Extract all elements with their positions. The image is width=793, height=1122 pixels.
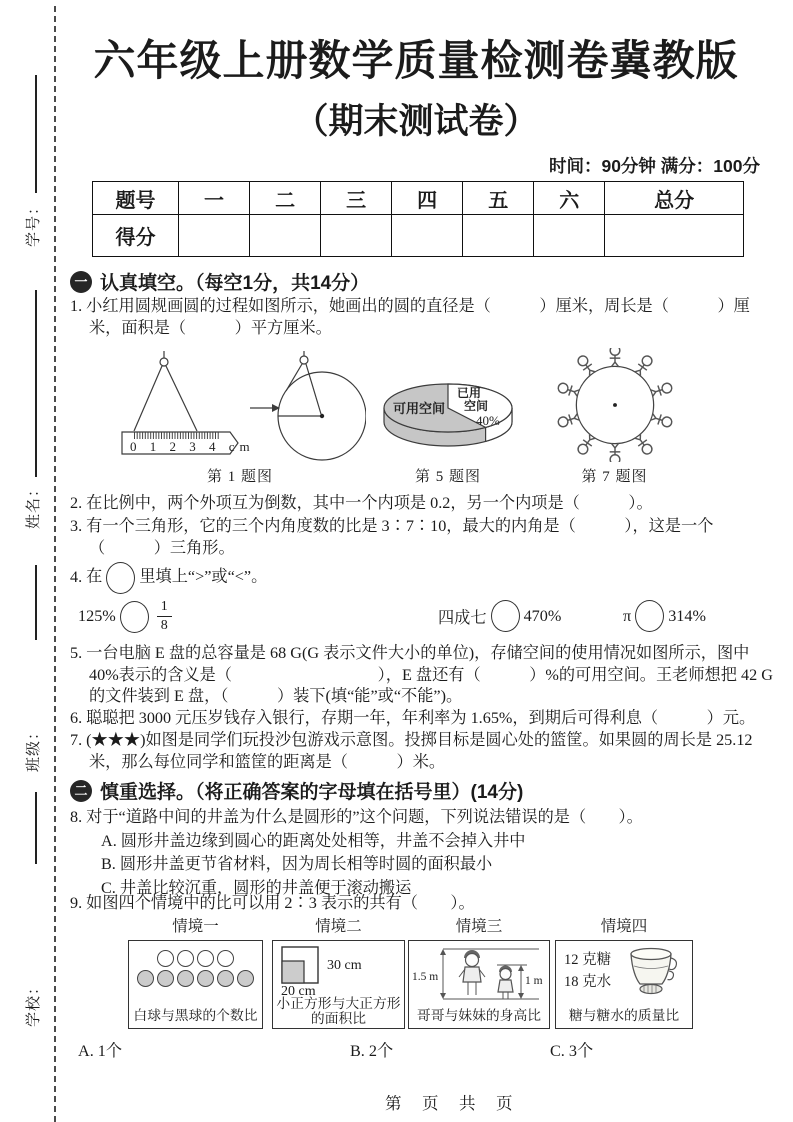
brother-sister-height-figure <box>411 944 547 1002</box>
figure-question-7 <box>532 348 697 486</box>
score-table-col-4: 四 <box>392 182 463 215</box>
scenario-2-caption: 小正方形与大正方形的面积比 <box>276 995 401 1026</box>
question-7-number: 7. <box>70 731 83 749</box>
question-6-text: 聪聪把 3000 元压岁钱存入银行，存期一年，年利率为 1.65%，到期后可得利息（ ）元。 <box>86 709 756 727</box>
question-8-number: 8. <box>70 808 83 826</box>
free-space-label: 可用空间 <box>393 401 446 416</box>
compare-item-1 <box>78 600 172 633</box>
question-8-text: 对于“道路中间的井盖为什么是圆形的”这个问题，下列说法错误的是（ ）。 <box>86 808 643 826</box>
used-space-percent: 40% <box>476 413 500 428</box>
question-7 <box>70 730 779 773</box>
sugar-water-amounts <box>564 949 611 994</box>
scenario-3-title: 情境三 <box>455 918 503 935</box>
figure-question-5 <box>378 348 518 486</box>
class-label: 班级： <box>26 723 42 772</box>
question-4 <box>70 562 779 594</box>
section-1-badge-icon: 一 <box>70 271 92 293</box>
question-2-text: 在比例中，两个外项互为倒数，其中一个内项是 0.2，另一个内项是（ ）。 <box>86 494 653 512</box>
answer-circle <box>120 601 149 633</box>
question-8-option-c: C. 井盖比较沉重，圆形的井盖便于滚动搬运 <box>101 878 412 897</box>
compare-1-left: 125% <box>78 607 116 625</box>
score-table-col-total: 总分 <box>605 182 744 215</box>
score-table-col-6: 六 <box>534 182 605 215</box>
scenario-1-caption: 白球与黑球的个数比 <box>133 1008 258 1023</box>
compare-3-right: 314% <box>668 606 706 625</box>
white-balls-row <box>129 949 262 967</box>
sugar-amount: 12 克糖 <box>564 952 612 968</box>
question-4-text-pre: 在 <box>86 567 103 586</box>
question-7-text: (★★★)如图是同学们玩投沙包游戏示意图。投掷目标是圆心处的篮筐。如果圆的周长是 25.12 米，那么每位同学和篮筐的距离是（ ）米。 <box>86 731 753 771</box>
page-title: 六年级上册数学质量检测卷冀教版 <box>93 37 739 84</box>
scenario-1-box <box>128 940 263 1029</box>
compass-ruler-circle-figure <box>114 350 366 462</box>
question-1-number: 1. <box>70 297 83 315</box>
used-space-label-1: 已用 <box>457 386 482 400</box>
answer-circle <box>635 600 664 632</box>
section-1-title: 认真填空。（每空1分，共14分） <box>100 273 370 294</box>
scenario-2-title: 情境二 <box>315 918 362 935</box>
scenario-4 <box>555 914 693 1029</box>
score-table <box>92 181 744 257</box>
answer-circle <box>491 600 520 632</box>
scenario-3-caption: 哥哥与妹妹的身高比 <box>416 1008 542 1023</box>
disk-usage-pie-figure <box>378 368 518 462</box>
scenario-3 <box>408 914 550 1029</box>
name-blank-line <box>35 290 37 477</box>
score-table-corner: 题号 <box>93 182 179 215</box>
compare-item-3 <box>623 600 706 632</box>
score-cell <box>321 215 392 257</box>
score-cell <box>392 215 463 257</box>
question-4-number: 4. <box>70 567 83 586</box>
question-5-text: 一台电脑 E 盘的总容量是 68 G(G 表示文件大小的单位)，存储空间的使用情况如图所示，图中40%表示的含义是（ ），E 盘还有（ ）%的可用空间。王老师想把 42 G 的文件装到 E 盘，（ ）装下(填“能”或“不能”)。 <box>86 644 773 706</box>
name-label: 姓名： <box>26 480 42 529</box>
gray-balls-row <box>129 969 262 987</box>
kids-around-circle-figure <box>535 348 695 462</box>
question-6-number: 6. <box>70 709 83 727</box>
question-8-option-b: B. 圆形井盖更节省材料，因为周长相等时圆的面积最小 <box>101 855 493 874</box>
score-table-col-5: 五 <box>463 182 534 215</box>
score-cell <box>605 215 744 257</box>
student-id-blank-line <box>35 75 37 193</box>
question-8 <box>70 806 779 900</box>
answer-circle <box>106 562 135 594</box>
page-footer: 第 页 共 页 <box>385 1094 515 1113</box>
score-cell <box>463 215 534 257</box>
scenario-1-title: 情境一 <box>172 918 219 935</box>
question-5 <box>70 643 779 708</box>
big-square-dimension: 30 cm <box>327 958 362 973</box>
compare-item-2 <box>438 600 561 632</box>
school-label: 学校： <box>26 978 42 1027</box>
question-9 <box>70 893 779 915</box>
question-9-option-c: C. 3个 <box>550 1042 594 1060</box>
question-1-text: 小红用圆规画圆的过程如图所示，她画出的圆的直径是（ ）厘米，周长是（ ）厘米，面积是（ ）平方厘米。 <box>86 297 750 337</box>
score-table-col-3: 三 <box>321 182 392 215</box>
question-3-text: 有一个三角形，它的三个内角度数的比是 3∶7∶10，最大的内角是（ ），这是一个（ ）三角形。 <box>86 517 714 557</box>
question-9-option-b: B. 2个 <box>350 1042 394 1060</box>
water-amount: 18 克水 <box>564 974 612 991</box>
section-2-header <box>70 777 523 804</box>
question-3-number: 3. <box>70 517 83 535</box>
scenario-2 <box>272 914 405 1029</box>
figure-5-caption: 第 5 题图 <box>414 469 481 485</box>
school-blank-line <box>35 792 37 864</box>
score-table-col-2: 二 <box>250 182 321 215</box>
figure-1-caption: 第 1 题图 <box>206 469 273 485</box>
compare-3-left: π <box>623 606 632 625</box>
question-2-number: 2. <box>70 494 83 512</box>
question-4-text-post: 里填上“>”或“<”。 <box>139 567 268 586</box>
question-2 <box>70 493 779 515</box>
scenario-2-box <box>272 940 405 1029</box>
scenario-4-caption: 糖与糖水的质量比 <box>568 1008 680 1023</box>
question-6 <box>70 708 779 730</box>
class-blank-line <box>35 565 37 640</box>
score-table-col-1: 一 <box>179 182 250 215</box>
scenario-3-box <box>408 940 550 1029</box>
question-9-option-a: A. 1个 <box>78 1042 123 1060</box>
score-row-label: 得分 <box>93 215 179 257</box>
score-cell <box>534 215 605 257</box>
section-2-badge-icon: 二 <box>70 780 92 802</box>
question-3 <box>70 516 779 559</box>
section-2-title: 慎重选择。（将正确答案的字母填在括号里）(14分) <box>100 782 524 803</box>
score-cell <box>250 215 321 257</box>
brother-height-label: 1.5 m <box>412 971 439 983</box>
question-8-option-a: A. 圆形井盖边缘到圆心的距离处处相等，井盖不会掉入井中 <box>101 831 526 850</box>
scenario-1 <box>128 914 263 1029</box>
sister-height-label: 1 m <box>525 975 543 987</box>
ruler-scale-label: 0 1 2 3 4 cm <box>130 439 255 454</box>
section-1-header <box>70 268 369 295</box>
figures-row <box>70 348 762 488</box>
question-5-number: 5. <box>70 644 83 662</box>
figure-question-1 <box>112 348 368 486</box>
page-subtitle: （期末测试卷） <box>293 102 539 141</box>
scenario-4-title: 情境四 <box>600 918 648 935</box>
cup-icon <box>624 945 684 997</box>
question-9-text: 如图四个情境中的比可以用 2∶3 表示的共有（ ）。 <box>86 894 475 912</box>
used-space-label-2: 空间 <box>464 399 489 413</box>
time-score-info: 时间：90分钟 满分：100分 <box>548 156 760 176</box>
fraction-one-eighth: $\frac{1}{8}$ <box>157 600 172 633</box>
compare-2-right: 470% <box>523 606 562 625</box>
scenario-4-box <box>555 940 693 1029</box>
question-9-number: 9. <box>70 894 83 912</box>
compare-2-left: 四成七 <box>438 609 487 627</box>
question-1 <box>70 296 779 339</box>
seal-dashed-line <box>54 6 56 1122</box>
small-square-dimension: 20 cm <box>281 984 316 999</box>
score-cell <box>179 215 250 257</box>
student-id-label: 学号： <box>26 198 42 247</box>
figure-7-caption: 第 7 题图 <box>581 469 648 485</box>
